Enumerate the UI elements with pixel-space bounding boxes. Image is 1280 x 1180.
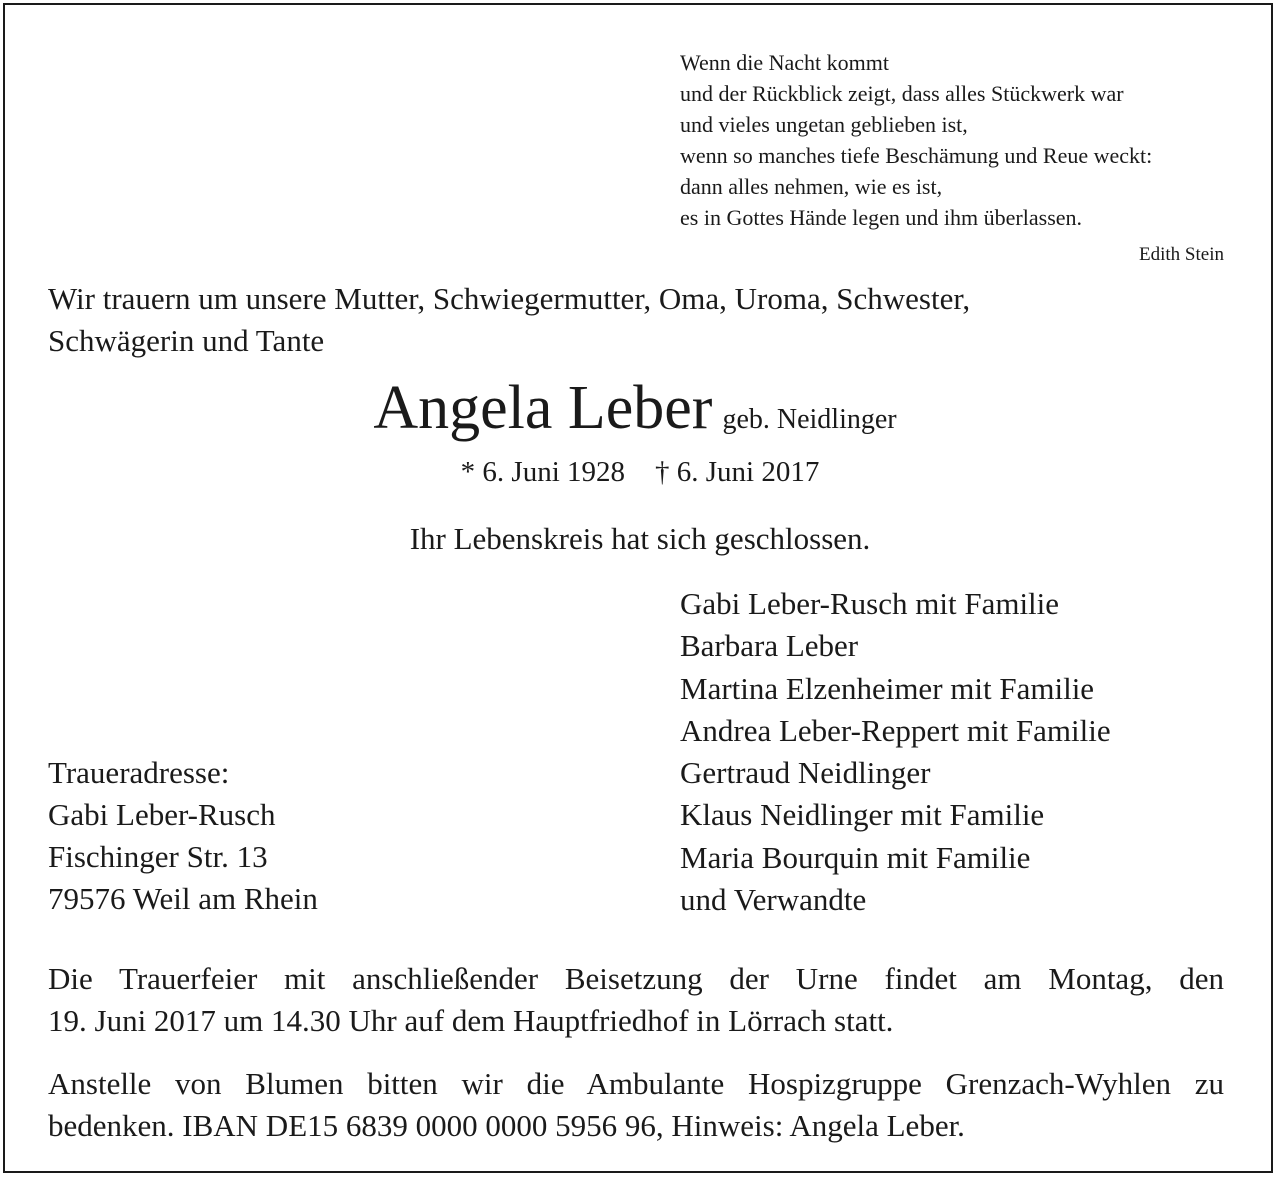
poem-line: und der Rückblick zeigt, dass alles Stückwerk war <box>680 81 1124 106</box>
poem-line: wenn so manches tiefe Beschämung und Reue weckt: <box>680 143 1153 168</box>
donation-line: Anstelle von Blumen bitten wir die Ambulante Hospizgruppe Grenzach-Wyhlen zu <box>48 1066 1224 1101</box>
death-date: † 6. Juni 2017 <box>655 456 820 488</box>
poem <box>680 47 1225 233</box>
list-item: Maria Bourquin mit Familie <box>680 839 1031 875</box>
list-item: Gabi Leber-Rusch mit Familie <box>680 586 1060 621</box>
intro-line: Wir trauern um unsere Mutter, Schwiegermutter, Oma, Uroma, Schwester, <box>48 281 971 316</box>
poem-line: dann alles nehmen, wie es ist, <box>680 174 943 199</box>
mourning-address <box>48 752 318 920</box>
poem-line: und vieles ungetan geblieben ist, <box>680 112 968 137</box>
intro-line: Schwägerin und Tante <box>48 323 325 358</box>
intro-text <box>48 278 970 362</box>
deceased-name-row <box>0 372 1280 444</box>
donation-paragraph <box>48 1063 1224 1147</box>
list-item: Barbara Leber <box>680 628 859 664</box>
address-street: Fischinger Str. 13 <box>48 839 268 874</box>
address-name: Gabi Leber-Rusch <box>48 797 276 832</box>
life-dates <box>0 454 1280 490</box>
list-item: Klaus Neidlinger mit Familie <box>680 797 1045 833</box>
family-list <box>680 583 1111 921</box>
list-item: und Verwandte <box>680 882 867 918</box>
poem-line: Wenn die Nacht kommt <box>680 50 890 75</box>
donation-line: bedenken. IBAN DE15 6839 0000 0000 5956 96, Hinweis: Angela Leber. <box>48 1108 965 1143</box>
list-item: Andrea Leber-Reppert mit Familie <box>680 712 1111 748</box>
poem-line: es in Gottes Hände legen und ihm überlassen. <box>680 205 1083 230</box>
birth-date: * 6. Juni 1928 <box>460 456 625 488</box>
poem-author: Edith Stein <box>1139 244 1224 265</box>
ceremony-paragraph <box>48 958 1224 1042</box>
ceremony-line: 19. Juni 2017 um 14.30 Uhr auf dem Hauptfriedhof in Lörrach statt. <box>48 1003 894 1038</box>
deceased-name: Angela Leber <box>373 374 713 442</box>
address-heading: Traueradresse: <box>48 755 230 790</box>
tagline: Ihr Lebenskreis hat sich geschlossen. <box>409 521 871 556</box>
list-item: Gertraud Neidlinger <box>680 755 931 791</box>
maiden-name: geb. Neidlinger <box>722 404 897 435</box>
address-city: 79576 Weil am Rhein <box>48 881 318 916</box>
list-item: Martina Elzenheimer mit Familie <box>680 670 1095 706</box>
ceremony-line: Die Trauerfeier mit anschließender Beisetzung der Urne findet am Montag, den <box>48 961 1224 996</box>
